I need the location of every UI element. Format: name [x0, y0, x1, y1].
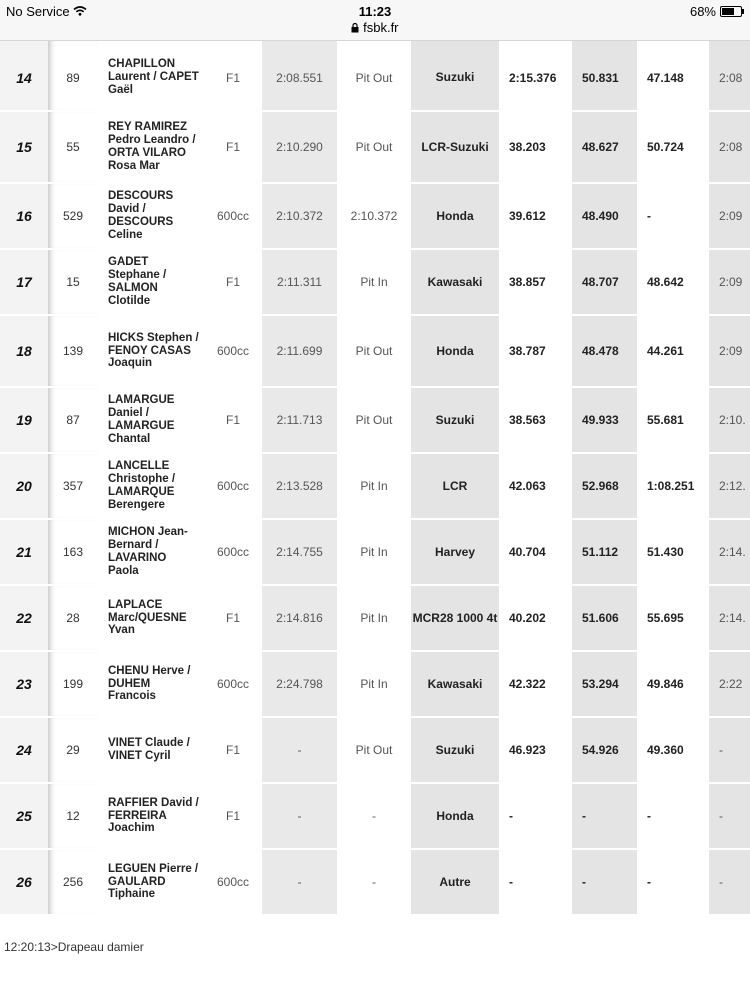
table-row	[0, 315, 750, 387]
sector1-cell: 42.063	[499, 453, 572, 519]
sector3-cell: 51.430	[637, 519, 709, 585]
sector2-cell: 50.831	[572, 45, 637, 111]
bike-number-cell: 12	[48, 783, 98, 849]
sector2-cell: 48.627	[572, 111, 637, 183]
extra-lap-cell: 2:09	[709, 249, 750, 315]
sector2-cell: 52.968	[572, 453, 637, 519]
sector3-cell: 47.148	[637, 45, 709, 111]
best-lap-cell: 2:10.290	[262, 111, 337, 183]
bike-number-cell: 357	[48, 453, 98, 519]
sector3-cell: 48.642	[637, 249, 709, 315]
sector2-cell: 51.606	[572, 585, 637, 651]
table-row	[0, 249, 750, 315]
sector2-cell: 54.926	[572, 717, 637, 783]
sector1-cell: 40.704	[499, 519, 572, 585]
sector3-cell: -	[637, 783, 709, 849]
table-row	[0, 45, 750, 111]
url-text: fsbk.fr	[363, 20, 399, 35]
results-table-container[interactable]	[0, 41, 750, 921]
motorcycle-cell: Honda	[411, 183, 499, 249]
table-row	[0, 183, 750, 249]
sector1-cell: -	[499, 783, 572, 849]
bike-number-cell: 529	[48, 183, 98, 249]
clock-time: 11:23	[358, 4, 392, 19]
category-cell: F1	[204, 249, 262, 315]
results-table	[0, 41, 750, 916]
riders-cell: MICHON Jean-Bernard / LAVARINO Paola	[98, 519, 204, 585]
sector1-cell: -	[499, 849, 572, 915]
sector2-cell: 48.478	[572, 315, 637, 387]
last-lap-cell: Pit In	[337, 249, 411, 315]
category-cell: F1	[204, 717, 262, 783]
address-bar[interactable]	[0, 20, 750, 35]
last-lap-cell: -	[337, 849, 411, 915]
sector1-cell: 42.322	[499, 651, 572, 717]
sector2-cell: -	[572, 783, 637, 849]
extra-lap-cell: 2:09	[709, 183, 750, 249]
table-row	[0, 453, 750, 519]
sector3-cell: 49.360	[637, 717, 709, 783]
riders-cell: RAFFIER David / FERREIRA Joachim	[98, 783, 204, 849]
last-lap-cell: Pit In	[337, 585, 411, 651]
last-lap-cell: Pit Out	[337, 45, 411, 111]
bike-number-cell: 199	[48, 651, 98, 717]
extra-lap-cell: 2:14.	[709, 519, 750, 585]
sector3-cell: 49.846	[637, 651, 709, 717]
extra-lap-cell: 2:09	[709, 315, 750, 387]
position-cell: 16	[0, 183, 48, 249]
sector1-cell: 38.787	[499, 315, 572, 387]
bike-number-cell: 28	[48, 585, 98, 651]
sector1-cell: 46.923	[499, 717, 572, 783]
motorcycle-cell: Kawasaki	[411, 249, 499, 315]
last-lap-cell: Pit In	[337, 519, 411, 585]
sector2-cell: 49.933	[572, 387, 637, 453]
sector1-cell: 38.203	[499, 111, 572, 183]
extra-lap-cell: -	[709, 717, 750, 783]
motorcycle-cell: Suzuki	[411, 717, 499, 783]
table-row	[0, 783, 750, 849]
position-cell: 14	[0, 45, 48, 111]
table-row	[0, 585, 750, 651]
sector2-cell: 53.294	[572, 651, 637, 717]
sector3-cell: -	[637, 849, 709, 915]
position-cell: 20	[0, 453, 48, 519]
extra-lap-cell: 2:08	[709, 111, 750, 183]
bike-number-cell: 29	[48, 717, 98, 783]
best-lap-cell: 2:14.755	[262, 519, 337, 585]
sector1-cell: 38.857	[499, 249, 572, 315]
extra-lap-cell: 2:22	[709, 651, 750, 717]
motorcycle-cell: Harvey	[411, 519, 499, 585]
carrier-label: No Service	[6, 4, 70, 19]
riders-cell: CHENU Herve / DUHEM Francois	[98, 651, 204, 717]
bike-number-cell: 256	[48, 849, 98, 915]
battery-percent: 68%	[689, 4, 716, 19]
last-lap-cell: 2:10.372	[337, 183, 411, 249]
best-lap-cell: 2:08.551	[262, 45, 337, 111]
table-row	[0, 849, 750, 915]
status-bar	[0, 0, 750, 41]
motorcycle-cell: Suzuki	[411, 45, 499, 111]
motorcycle-cell: Autre	[411, 849, 499, 915]
bike-number-cell: 139	[48, 315, 98, 387]
best-lap-cell: -	[262, 783, 337, 849]
category-cell: F1	[204, 585, 262, 651]
last-lap-cell: Pit Out	[337, 717, 411, 783]
best-lap-cell: 2:13.528	[262, 453, 337, 519]
battery-status	[690, 4, 742, 19]
category-cell: F1	[204, 45, 262, 111]
extra-lap-cell: -	[709, 783, 750, 849]
sector3-cell: 1:08.251	[637, 453, 709, 519]
last-lap-cell: Pit In	[337, 651, 411, 717]
category-cell: F1	[204, 111, 262, 183]
motorcycle-cell: MCR28 1000 4t	[411, 585, 499, 651]
sector2-cell: 48.707	[572, 249, 637, 315]
position-cell: 19	[0, 387, 48, 453]
extra-lap-cell: 2:10.	[709, 387, 750, 453]
best-lap-cell: 2:11.713	[262, 387, 337, 453]
category-cell: 600cc	[204, 519, 262, 585]
motorcycle-cell: LCR	[411, 453, 499, 519]
motorcycle-cell: Honda	[411, 315, 499, 387]
bike-number-cell: 87	[48, 387, 98, 453]
riders-cell: GADET Stephane / SALMON Clotilde	[98, 249, 204, 315]
extra-lap-cell: 2:08	[709, 45, 750, 111]
last-lap-cell: -	[337, 783, 411, 849]
motorcycle-cell: Suzuki	[411, 387, 499, 453]
category-cell: 600cc	[204, 453, 262, 519]
last-lap-cell: Pit In	[337, 453, 411, 519]
riders-cell: LAMARGUE Daniel / LAMARGUE Chantal	[98, 387, 204, 453]
race-status-message: 12:20:13>Drapeau damier	[4, 940, 144, 954]
sector3-cell: 50.724	[637, 111, 709, 183]
sector3-cell: 55.695	[637, 585, 709, 651]
category-cell: 600cc	[204, 651, 262, 717]
last-lap-cell: Pit Out	[337, 111, 411, 183]
position-cell: 18	[0, 315, 48, 387]
best-lap-cell: 2:24.798	[262, 651, 337, 717]
category-cell: 600cc	[204, 315, 262, 387]
position-cell: 21	[0, 519, 48, 585]
position-cell: 25	[0, 783, 48, 849]
bike-number-cell: 89	[48, 45, 98, 111]
best-lap-cell: 2:11.311	[262, 249, 337, 315]
bike-number-cell: 163	[48, 519, 98, 585]
last-lap-cell: Pit Out	[337, 315, 411, 387]
extra-lap-cell: -	[709, 849, 750, 915]
position-cell: 15	[0, 111, 48, 183]
sector2-cell: -	[572, 849, 637, 915]
best-lap-cell: 2:11.699	[262, 315, 337, 387]
sector2-cell: 51.112	[572, 519, 637, 585]
riders-cell: DESCOURS David / DESCOURS Celine	[98, 183, 204, 249]
last-lap-cell: Pit Out	[337, 387, 411, 453]
sector3-cell: -	[637, 183, 709, 249]
table-row	[0, 519, 750, 585]
motorcycle-cell: LCR-Suzuki	[411, 111, 499, 183]
category-cell: 600cc	[204, 183, 262, 249]
position-cell: 24	[0, 717, 48, 783]
position-cell: 23	[0, 651, 48, 717]
extra-lap-cell: 2:14.	[709, 585, 750, 651]
category-cell: F1	[204, 783, 262, 849]
best-lap-cell: 2:10.372	[262, 183, 337, 249]
riders-cell: HICKS Stephen / FENOY CASAS Joaquin	[98, 315, 204, 387]
bike-number-cell: 15	[48, 249, 98, 315]
table-row	[0, 651, 750, 717]
category-cell: F1	[204, 387, 262, 453]
position-cell: 26	[0, 849, 48, 915]
riders-cell: LANCELLE Christophe / LAMARQUE Berengere	[98, 453, 204, 519]
extra-lap-cell: 2:12.	[709, 453, 750, 519]
lock-icon	[351, 23, 359, 33]
bike-number-cell: 55	[48, 111, 98, 183]
riders-cell: VINET Claude / VINET Cyril	[98, 717, 204, 783]
riders-cell: LAPLACE Marc/QUESNE Yvan	[98, 585, 204, 651]
riders-cell: CHAPILLON Laurent / CAPET Gaël	[98, 45, 204, 111]
position-cell: 22	[0, 585, 48, 651]
sector1-cell: 2:15.376	[499, 45, 572, 111]
sector1-cell: 39.612	[499, 183, 572, 249]
category-cell: 600cc	[204, 849, 262, 915]
best-lap-cell: 2:14.816	[262, 585, 337, 651]
sector1-cell: 40.202	[499, 585, 572, 651]
riders-cell: REY RAMIREZ Pedro Leandro / ORTA VILARO Rosa Mar	[98, 111, 204, 183]
motorcycle-cell: Honda	[411, 783, 499, 849]
sector1-cell: 38.563	[499, 387, 572, 453]
table-row	[0, 111, 750, 183]
position-cell: 17	[0, 249, 48, 315]
table-row	[0, 387, 750, 453]
best-lap-cell: -	[262, 717, 337, 783]
battery-icon	[720, 6, 742, 17]
sector3-cell: 44.261	[637, 315, 709, 387]
best-lap-cell: -	[262, 849, 337, 915]
sector2-cell: 48.490	[572, 183, 637, 249]
riders-cell: LEGUEN Pierre / GAULARD Tiphaine	[98, 849, 204, 915]
motorcycle-cell: Kawasaki	[411, 651, 499, 717]
sector3-cell: 55.681	[637, 387, 709, 453]
table-row	[0, 717, 750, 783]
